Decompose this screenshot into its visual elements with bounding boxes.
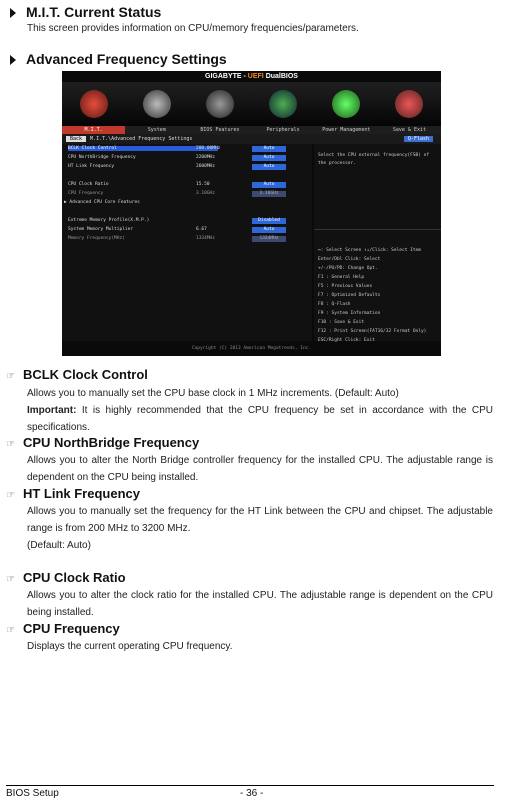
peripherals-icon[interactable] <box>269 90 297 118</box>
copyright: Copyright (C) 2013 American Megatrends, Inc. <box>191 346 312 351</box>
bios-features-chip-icon[interactable] <box>206 90 234 118</box>
page-number: - 36 - <box>240 788 264 799</box>
button-cpu-ratio[interactable]: Auto <box>252 182 286 188</box>
heading-current-status <box>10 4 161 20</box>
help-text: Select the CPU external frequency(FSB) of the processor. <box>318 153 430 166</box>
bios-screenshot <box>62 71 441 356</box>
help-divider <box>314 229 441 230</box>
value-cpu-freq: 3.10GHz <box>196 191 215 196</box>
tab-mit[interactable]: M.I.T. <box>62 126 125 134</box>
tab-system[interactable]: System <box>147 127 166 133</box>
pointing-hand-icon: ☞ <box>6 371 15 382</box>
pointing-hand-icon: ☞ <box>6 574 15 585</box>
qflash-button[interactable]: Q-Flash <box>404 136 433 142</box>
value-bclk: 200.00MHz <box>196 146 221 151</box>
button-ht-link[interactable]: Auto <box>252 164 286 170</box>
tab-save-exit[interactable]: Save & Exit <box>392 127 426 133</box>
section-bclk-title <box>6 367 148 382</box>
important-text: It is highly recommended that the CPU frequency be set in accordance with the CPU specifications. <box>27 405 493 433</box>
key-line: F9 : System Information <box>318 311 381 316</box>
breadcrumb-path: M.I.T.\Advanced Frequency Settings <box>90 136 193 142</box>
button-cpu-freq: 3.10GHz <box>252 191 286 197</box>
key-legend <box>318 246 440 345</box>
footer-rule <box>6 785 494 786</box>
section-cpu-freq-text: Displays the current operating CPU frequency. <box>27 641 233 652</box>
section-ht-link-title <box>6 486 140 501</box>
key-line: F1 : General Help <box>318 275 365 280</box>
section-cpu-nb-text: Allows you to alter the North Bridge controller frequency for the installed CPU. The adjustable range is dependent on the CPU being installed. <box>27 455 493 483</box>
setting-mem-multiplier[interactable]: System Memory Multiplier <box>68 227 134 232</box>
section-bclk-body <box>27 385 493 436</box>
tab-peripherals[interactable]: Peripherals <box>266 127 300 133</box>
power-icon[interactable] <box>332 90 360 118</box>
section-cpu-ratio-title-text: CPU Clock Ratio <box>22 570 126 585</box>
key-line: F12 : Print Screen(FAT16/32 Format Only) <box>318 329 427 334</box>
pointing-hand-icon: ☞ <box>6 490 15 501</box>
heading-advanced-frequency <box>10 51 227 67</box>
value-cpu-ratio: 15.50 <box>196 182 210 187</box>
help-panel <box>314 144 441 341</box>
setting-cpu-ratio[interactable]: CPU Clock Ratio <box>68 182 109 187</box>
important-label: Important: <box>27 405 77 416</box>
value-mem-freq: 1334MHz <box>196 236 215 241</box>
current-status-desc: This screen provides information on CPU/memory frequencies/parameters. <box>27 23 359 34</box>
bios-main <box>62 144 441 341</box>
pointing-hand-icon: ☞ <box>6 625 15 636</box>
setting-cpu-freq: CPU Frequency <box>68 191 104 196</box>
button-mem-multiplier[interactable]: Auto <box>252 227 286 233</box>
key-line: F8 : Q-Flash <box>318 302 351 307</box>
section-cpu-nb-title-text: CPU NorthBridge Frequency <box>22 435 200 450</box>
bullet-arrow-icon <box>10 55 16 65</box>
section-cpu-nb-title <box>6 435 199 450</box>
breadcrumb <box>62 134 441 144</box>
footer-title: BIOS Setup <box>6 788 59 799</box>
section-bclk-text: Allows you to manually set the CPU base clock in 1 MHz increments. (Default: Auto) <box>27 388 399 399</box>
section-ht-link-default: (Default: Auto) <box>27 540 91 551</box>
setting-cpu-nb[interactable]: CPU NorthBridge Frequency <box>68 155 136 160</box>
setting-bclk[interactable]: BCLK Clock Control <box>68 146 218 151</box>
key-line: ↔: Select Screen ↑↓/Click: Select Item <box>318 248 421 253</box>
tab-bios-features[interactable]: BIOS Features <box>200 127 240 133</box>
button-bclk[interactable]: Auto <box>252 146 286 152</box>
key-line: F5 : Previous Values <box>318 284 373 289</box>
setting-mem-freq: Memory Frequency(MHz) <box>68 236 125 241</box>
setting-xmp[interactable]: Extreme Memory Profile(X.M.P.) <box>68 218 150 223</box>
value-mem-multiplier: 6.67 <box>196 227 207 232</box>
button-mem-freq: 1334MHz <box>252 236 286 242</box>
section-bclk-important <box>27 402 493 436</box>
settings-panel <box>62 144 312 341</box>
back-button[interactable]: Back <box>66 136 86 142</box>
section-cpu-ratio-title <box>6 570 126 585</box>
heading-current-status-text: M.I.T. Current Status <box>26 4 162 20</box>
button-xmp[interactable]: Disabled <box>252 218 286 224</box>
system-gear-icon[interactable] <box>143 90 171 118</box>
section-ht-link-body <box>27 503 493 554</box>
section-ht-link-text: Allows you to manually set the frequency for the HT Link between the CPU and chipset. The adjustable range is from 200 MHz to 3200 MHz. <box>27 506 493 534</box>
setting-adv-cpu-core[interactable]: ▶ Advanced CPU Core Features <box>64 200 140 205</box>
section-cpu-ratio-text: Allows you to alter the clock ratio for the installed CPU. The adjustable range is dependent on the CPU being installed. <box>27 590 493 618</box>
section-cpu-freq-title <box>6 621 120 636</box>
key-line: F7 : Optimized Defaults <box>318 293 381 298</box>
key-line: +/-/PU/PD: Change Opt. <box>318 266 378 271</box>
save-exit-icon[interactable] <box>395 90 423 118</box>
bullet-arrow-icon <box>10 8 16 18</box>
bios-icon-bar <box>62 82 441 126</box>
key-line: ESC/Right Click: Exit <box>318 338 375 343</box>
bios-tabs <box>62 126 441 134</box>
value-ht-link: 2600MHz <box>196 164 215 169</box>
key-line: F10 : Save & Exit <box>318 320 365 325</box>
section-cpu-freq-title-text: CPU Frequency <box>22 621 120 636</box>
heading-advanced-frequency-text: Advanced Frequency Settings <box>26 51 227 67</box>
key-line: Enter/Dbl Click: Select <box>318 257 381 262</box>
section-bclk-title-text: BCLK Clock Control <box>22 367 148 382</box>
section-ht-link-title-text: HT Link Frequency <box>22 486 140 501</box>
bios-title: GIGABYTE - UEFI DualBIOS <box>205 73 298 80</box>
mit-gauge-icon[interactable] <box>80 90 108 118</box>
setting-ht-link[interactable]: HT Link Frequency <box>68 164 115 169</box>
pointing-hand-icon: ☞ <box>6 439 15 450</box>
button-cpu-nb[interactable]: Auto <box>252 155 286 161</box>
tab-power-management[interactable]: Power Management <box>322 127 371 133</box>
value-cpu-nb: 2200MHz <box>196 155 215 160</box>
